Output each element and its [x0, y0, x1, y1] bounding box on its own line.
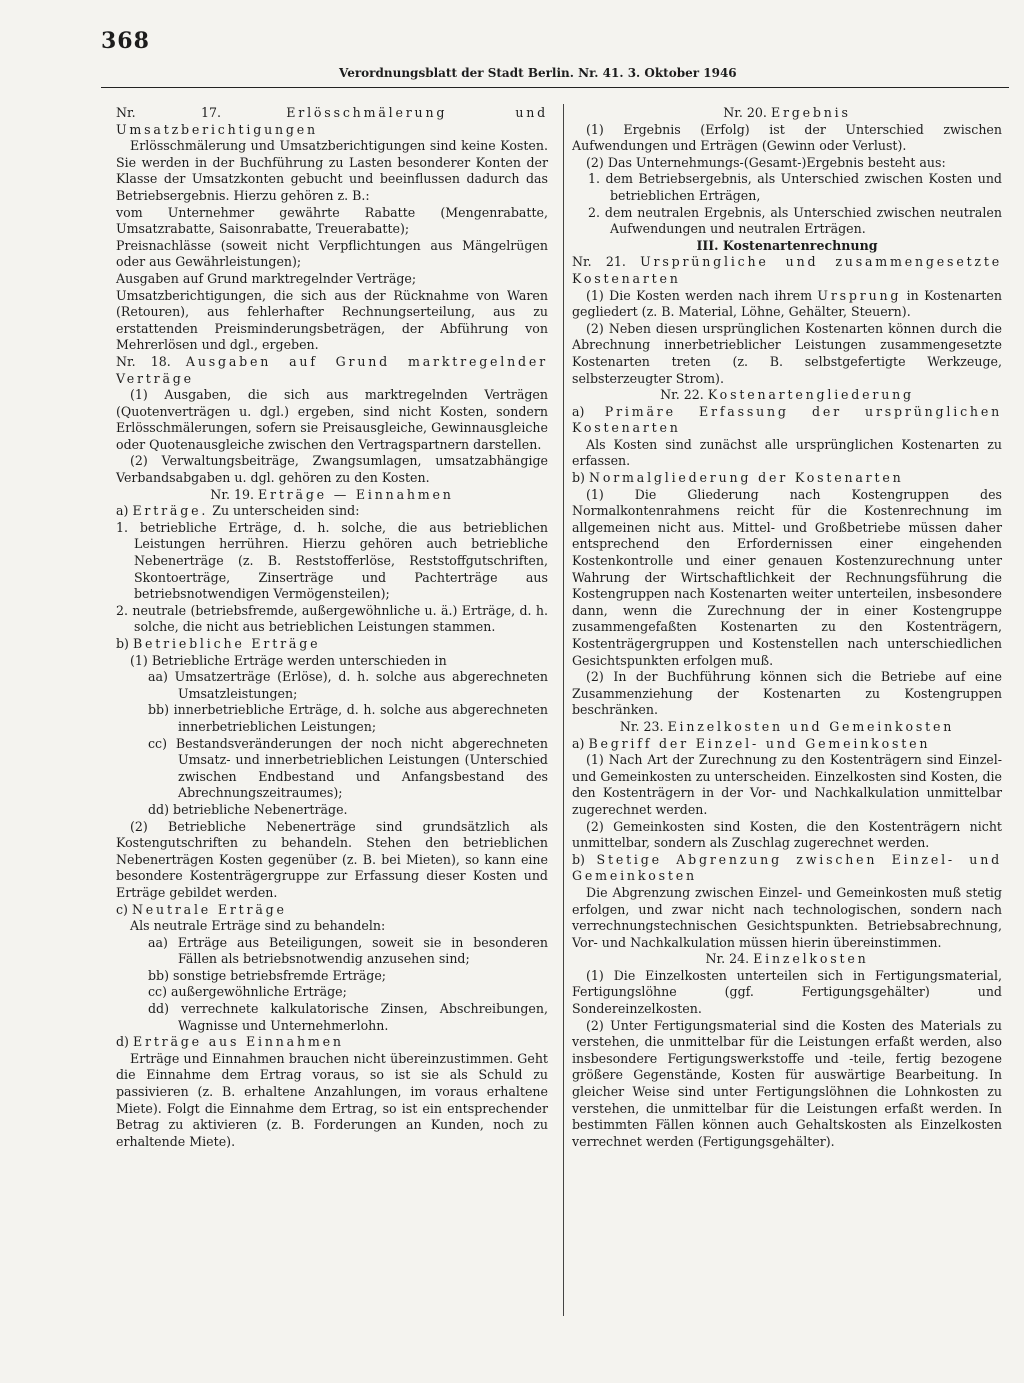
list-item: aa) Umsatzerträge (Erlöse), d. h. solche aus abgerechneten Umsatzleistungen; — [148, 669, 548, 701]
paragraph: (1) Betriebliche Erträge werden unterschieden in — [130, 652, 447, 668]
section-number: Nr. 20. — [723, 105, 767, 120]
section-17-heading — [116, 105, 548, 138]
section-number: Nr. 23. — [619, 718, 664, 734]
subsection-title: Erträge aus Einnahmen — [133, 1034, 344, 1050]
paragraph — [572, 288, 1002, 321]
subsection-label: c) — [116, 901, 128, 917]
list-item: vom Unternehmer gewährte Rabatte (Mengenrabatte, Umsatzrabatte, Saisonrabatte, Treuerabatte); — [116, 204, 548, 237]
subsection-title: Primäre Erfassung der ursprünglichen Kostenarten — [572, 403, 1002, 436]
section-title: Kostenartengliederung — [707, 387, 914, 403]
list-item: cc) Bestandsveränderungen der noch nicht abgerechneten Umsatz- und innerbetrieblichen Leistungen (Unterschied zwischen Endbestand und Anfangsbestand des Abrechnungszeitraumes); — [148, 735, 548, 801]
paragraph: (1) Die Einzelkosten unterteilen sich in Fertigungsmaterial, Fertigungslöhne (ggf. Fertigungsgehälter) und Sondereinzelkosten. — [572, 967, 1002, 1017]
list-item: 2. neutrale (betriebsfremde, außergewöhnliche u. ä.) Erträge, d. h. solche, die nicht aus betrieblichen Leistungen stammen. — [116, 602, 548, 635]
paragraph: (1) Die Gliederung nach Kostengruppen des Normalkontenrahmens reicht für die Kostenrechnung im allgemeinen nicht aus. Mittel- und Großbetriebe müssen daher entsprechend den Erfordernissen einer eingehenden Kostenkontrolle und einer genauen Kostenzurechnung unter Wahrung der Wirtschaftlichkeit der Rechnungsführung die Kostengruppen nach Kostenarten weiter unterteilen, insbesondere dann, wenn die Zurechnung der in einer Kostengruppe zusammengefaßten Kostenarten zu den Kostenträgern, Kostenträgergruppen und Kostenstellen nach unterschiedlichen Gesichtspunkten erfolgen muß. — [572, 486, 1002, 668]
paragraph: (2) Betriebliche Nebenerträge sind grundsätzlich als Kostengutschriften zu behandeln. Stehen den betrieblichen Nebenerträgen Kosten gegenüber (z. B. bei Mieten), so kann eine besondere Kostenträgergruppe zur Erfassung dieser Kosten und Erträge gebildet werden. — [116, 818, 548, 900]
subsection-label: a) — [572, 403, 585, 419]
section-number: Nr. 24. — [705, 951, 750, 967]
subsection-title: Stetige Abgrenzung zwischen Einzel- und Gemeinkosten — [572, 851, 1002, 884]
subsection-label: b) — [116, 636, 129, 651]
section-title: Ergebnis — [770, 105, 851, 120]
subsection-label: d) — [116, 1034, 129, 1050]
paragraph: (2) Gemeinkosten sind Kosten, die den Kostenträgern nicht unmittelbar, sondern als Zuschlag zugerechnet werden. — [572, 818, 1002, 851]
section-title: Ausgaben auf Grund marktregelnder Verträge — [116, 353, 548, 386]
section-20-heading — [572, 105, 1002, 122]
paragraph: (2) Unter Fertigungsmaterial sind die Kosten des Materials zu verstehen, die unmittelbar für die Leistungen erfaßt werden, also insbesondere Fertigungswerkstoffe und -teile, fertig bezogene größere Gegenstände, Kosten für auswärtige Bearbeitung. In gleicher Weise sind unter Fertigungslöhnen die Lohnkosten zu verstehen, die unmittelbar für die Leistungen erfaßt werden. In bestimmten Fällen können auch Gehaltskosten als Einzelkosten verrechnet werden (Fertigungsgehälter). — [572, 1017, 1002, 1149]
subsection-title: Neutrale Erträge — [131, 901, 287, 917]
subsection-label: b) — [572, 470, 585, 486]
paragraph: (1) Ausgaben, die sich aus marktregelnden Verträgen (Quotenverträgen u. dgl.) ergeben, sind nicht Kosten, sondern Erlösschmälerungen, sofern sie Preisausgleiche, Gewinnausgleiche oder Quotenausgleiche zwischen den Vertragspartnern darstellen. — [116, 387, 548, 452]
list-item: Umsatzberichtigungen, die sich aus der Rücknahme von Waren (Retouren), aus fehlerhafter Rechnungserteilung, aus zu erstattenden Preisminderungsbeträgen, der Abführung von Mehrerlösen und dgl., ergeben. — [116, 287, 548, 353]
paragraph: Erlösschmälerung und Umsatzberichtigungen sind keine Kosten. Sie werden in der Buchführung zu Lasten besonderer Konten der Klasse der Umsatzkonten gebucht und beeinflussen dadurch das Betriebsergebnis. Hierzu gehören z. B.: — [116, 138, 548, 203]
section-number: Nr. 18. — [116, 353, 171, 369]
section-title: Erträge — Einnahmen — [258, 486, 454, 502]
section-title: Erlösschmälerung und Umsatzberichtigungen — [116, 105, 548, 137]
subsection-label: a) — [572, 735, 585, 751]
paragraph: (1) Ergebnis (Erfolg) ist der Unterschied zwischen Aufwendungen und Erträgen (Gewinn oder Verlust). — [572, 121, 1002, 154]
subsection-label: a) — [116, 503, 129, 519]
paragraph: (2) Verwaltungsbeiträge, Zwangsumlagen, umsatzabhängige Verbandsabgaben u. dgl. gehören zu den Kosten. — [116, 453, 548, 486]
paragraph: Erträge und Einnahmen brauchen nicht übereinzustimmen. Geht die Einnahme dem Ertrag voraus, so ist sie als Schuld zu passivieren (z. B. erhaltene Anzahlungen, im voraus erhaltene Miete). Folgt die Einnahme dem Ertrag, so ist ein entsprechender Betrag zu aktivieren (z. B. Forderungen an Kunden, noch zu erhaltende Miete). — [116, 1050, 548, 1149]
subsection-a-heading — [572, 736, 1002, 753]
paragraph: (2) Das Unternehmungs-(Gesamt-)Ergebnis besteht aus: — [586, 154, 946, 170]
section-number: Nr. 17. — [116, 105, 221, 120]
running-head: Verordnungsblatt der Stadt Berlin. Nr. 41. 3. Oktober 1946 — [339, 66, 737, 80]
section-number: Nr. 22. — [660, 387, 704, 403]
subsection-a-heading — [116, 503, 548, 520]
subsection-d-heading — [116, 1034, 548, 1051]
paragraph: (1) Nach Art der Zurechnung zu den Kostenträgern sind Einzel- und Gemeinkosten zu unterscheiden. Einzelkosten sind Kosten, die den Kostenträgern in der Vor- und Nachkalkulation unmittelbar zugerechnet werden. — [572, 752, 1002, 817]
subsection-c-heading — [116, 902, 548, 919]
subsection-title: Begriff der Einzel- und Gemeinkosten — [588, 735, 931, 751]
section-24-heading — [572, 951, 1002, 968]
section-number: Nr. 19. — [210, 486, 254, 502]
subsection-label: b) — [572, 851, 585, 867]
section-19-heading — [116, 487, 548, 504]
subsection-b-heading — [116, 636, 548, 653]
paragraph: (2) Neben diesen ursprünglichen Kostenarten können durch die Abrechnung innerbetrieblicher Leistungen zusammengesetzte Kostenarten treten (z. B. selbstgefertigte Werkzeuge, selbsterzeugter Strom). — [572, 320, 1002, 386]
section-title: Ursprüngliche und zusammengesetzte Kostenarten — [572, 254, 1002, 286]
list-item: aa) Erträge aus Beteiligungen, soweit sie in besonderen Fällen als betriebsnotwendig anzusehen sind; — [148, 934, 548, 967]
list-item: cc) außergewöhnliche Erträge; — [148, 984, 347, 1000]
section-title: Einzelkosten — [753, 951, 869, 967]
list-item: 1. betriebliche Erträge, d. h. solche, die aus betrieblichen Leistungen herrühren. Hierzu gehören auch betriebliche Nebenerträge (z. B. Reststofferlöse, Reststoffgutschriften, Skontoerträge, Zinserträge und Pachterträge aus betriebsnotwendigen Vermögensteilen); — [116, 519, 548, 602]
subsection-title: Normalgliederung der Kostenarten — [589, 470, 904, 486]
subsection-title: Erträge. — [132, 503, 209, 519]
subsection-text: Zu unterscheiden sind: — [212, 503, 360, 519]
subsection-title: Betriebliche Erträge — [133, 636, 321, 651]
paragraph: Als Kosten sind zunächst alle ursprünglichen Kostenarten zu erfassen. — [572, 436, 1002, 469]
subsection-b-heading — [572, 470, 1002, 487]
section-22-heading — [572, 387, 1002, 404]
page-number: 368 — [101, 28, 150, 54]
list-item: dd) verrechnete kalkulatorische Zinsen, Abschreibungen, Wagnisse und Unternehmerlohn. — [148, 1001, 548, 1033]
subsection-b-heading — [572, 852, 1002, 885]
list-item: 2. dem neutralen Ergebnis, als Unterschied zwischen neutralen Aufwendungen und neutralen Erträgen. — [588, 204, 1002, 237]
left-column — [116, 105, 548, 1150]
list-item: bb) innerbetriebliche Erträge, d. h. solche aus abgerechneten innerbetrieblichen Leistungen; — [148, 702, 548, 734]
list-item: 1. dem Betriebsergebnis, als Unterschied zwischen Kosten und betrieblichen Erträgen, — [588, 171, 1002, 203]
list-item: Preisnachlässe (soweit nicht Verpflichtungen aus Mängelrügen oder aus Gewährleistungen); — [116, 237, 548, 270]
emphasis: Ursprung — [817, 287, 902, 303]
right-column — [572, 105, 1002, 1150]
section-number: Nr. 21. — [572, 254, 626, 270]
part-heading: III. Kostenartenrechnung — [696, 237, 878, 253]
paragraph-text: (1) Die Kosten werden nach ihrem — [586, 287, 818, 303]
list-item: bb) sonstige betriebsfremde Erträge; — [148, 967, 387, 983]
list-item: Ausgaben auf Grund marktregelnder Verträge; — [116, 270, 417, 286]
subsection-a-heading — [572, 404, 1002, 437]
section-23-heading — [572, 719, 1002, 736]
paragraph: (2) In der Buchführung können sich die Betriebe auf eine Zusammenziehung der Kostenarten zu Kostengruppen beschränken. — [572, 669, 1002, 718]
column-divider — [563, 104, 564, 1316]
section-21-heading — [572, 254, 1002, 287]
section-18-heading — [116, 354, 548, 387]
paragraph: Die Abgrenzung zwischen Einzel- und Gemeinkosten muß stetig erfolgen, und zwar nicht nach technologischen, sondern nach verrechnungstechnischen Gesichtspunkten. Betriebsabrechnung, Vor- und Nachkalkulation müssen hierin übereinstimmen. — [572, 884, 1002, 950]
paragraph: Als neutrale Erträge sind zu behandeln: — [130, 918, 386, 934]
paragraph-text: in Kostenarten gegliedert (z. B. Material, Löhne, Gehälter, Steuern). — [572, 287, 1002, 320]
list-item: dd) betriebliche Nebenerträge. — [148, 801, 348, 817]
header-rule — [101, 87, 1009, 88]
section-title: Einzelkosten und Gemeinkosten — [667, 718, 955, 734]
